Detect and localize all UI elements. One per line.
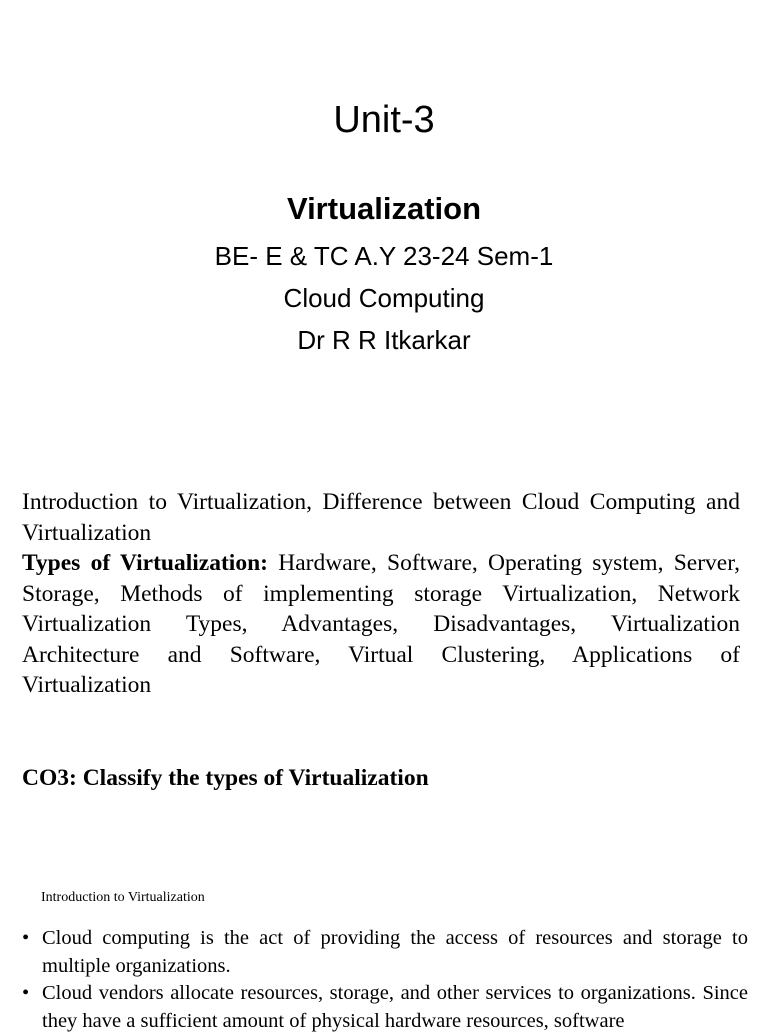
bullet-list <box>22 925 748 1035</box>
bullet-symbol: • <box>22 982 30 1004</box>
syllabus-intro: Introduction to Virtualization, Difference between Cloud Computing and Virtualization <box>22 489 740 546</box>
course-outcome: CO3: Classify the types of Virtualization <box>22 765 429 791</box>
subject-name: Cloud Computing <box>283 283 485 313</box>
list-item <box>22 925 748 980</box>
course-line: BE- E & TC A.Y 23-24 Sem-1 <box>214 241 554 271</box>
syllabus-types <box>22 548 740 701</box>
syllabus-block <box>22 487 740 701</box>
list-item <box>22 980 748 1035</box>
unit-title: Unit-3 <box>333 99 435 141</box>
list-item-text: Cloud vendors allocate resources, storage, and other services to organizations. Since they have a sufficient amount of physical hardware resources, software <box>42 982 748 1032</box>
syllabus-types-text: Hardware, Software, Operating system, Server, Storage, Methods of implementing storage Virtualization, Network Virtualization Types, Advantages, Disadvantages, Virtualization Architecture and Software, Virtual Clustering, Applications of Virtualization <box>22 550 740 698</box>
topic-title: Virtualization <box>286 191 482 226</box>
bullet-symbol: • <box>22 927 30 949</box>
syllabus-types-label: Types of Virtualization: <box>22 550 268 576</box>
list-item-text: Cloud computing is the act of providing the access of resources and storage to multiple organizations. <box>42 927 748 977</box>
section-caption: Introduction to Virtualization <box>41 890 205 905</box>
instructor-name: Dr R R Itkarkar <box>297 325 471 355</box>
